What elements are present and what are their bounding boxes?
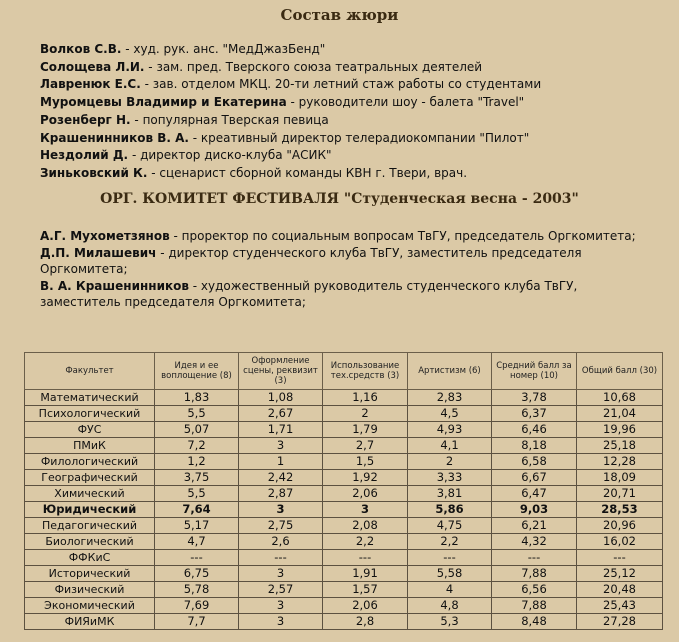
org-member bbox=[40, 245, 660, 278]
faculty-cell: Юридический bbox=[25, 502, 155, 518]
score-cell: 1,83 bbox=[155, 390, 239, 406]
jury-member bbox=[40, 165, 670, 183]
score-cell: 7,7 bbox=[155, 614, 239, 630]
jury-list bbox=[40, 41, 670, 183]
score-cell: 1,57 bbox=[323, 582, 408, 598]
jury-member bbox=[40, 130, 670, 148]
score-cell: 7,64 bbox=[155, 502, 239, 518]
jury-member-desc: - руководители шоу - балета "Travel" bbox=[286, 95, 525, 110]
jury-member-desc: - популярная Тверская певица bbox=[130, 112, 329, 127]
score-cell: 2,57 bbox=[239, 582, 323, 598]
score-cell: --- bbox=[408, 550, 492, 566]
score-cell: 3 bbox=[239, 566, 323, 582]
score-cell: 2 bbox=[408, 454, 492, 470]
score-cell: 1,08 bbox=[239, 390, 323, 406]
table-row bbox=[25, 422, 663, 438]
faculty-cell: Исторический bbox=[25, 566, 155, 582]
score-cell: --- bbox=[239, 550, 323, 566]
faculty-cell: Экономический bbox=[25, 598, 155, 614]
score-cell: 6,58 bbox=[492, 454, 577, 470]
org-member bbox=[40, 228, 660, 245]
table-row bbox=[25, 614, 663, 630]
org-member-desc: - проректор по социальным вопросам ТвГУ, председатель Оргкомитета; bbox=[169, 229, 636, 243]
jury-member-desc: - сценарист сборной команды КВН г. Твери, врач. bbox=[147, 165, 468, 180]
score-cell: 5,3 bbox=[408, 614, 492, 630]
score-cell: 18,09 bbox=[577, 470, 663, 486]
score-cell: 3 bbox=[239, 598, 323, 614]
faculty-cell: ПМиК bbox=[25, 438, 155, 454]
score-cell: 5,17 bbox=[155, 518, 239, 534]
score-cell: 2,2 bbox=[323, 534, 408, 550]
score-cell: 6,75 bbox=[155, 566, 239, 582]
score-cell: 8,18 bbox=[492, 438, 577, 454]
score-cell: 20,96 bbox=[577, 518, 663, 534]
score-cell: 4,5 bbox=[408, 406, 492, 422]
score-cell: 5,86 bbox=[408, 502, 492, 518]
org-member-name: А.Г. Мухометзянов bbox=[40, 229, 170, 243]
jury-member-name: Крашенинников В. А. bbox=[40, 130, 189, 145]
score-cell: 20,71 bbox=[577, 486, 663, 502]
column-header: Факультет bbox=[25, 353, 155, 390]
table-row bbox=[25, 454, 663, 470]
jury-member-name: Муромцевы Владимир и Екатерина bbox=[40, 95, 287, 110]
faculty-cell: Математический bbox=[25, 390, 155, 406]
score-cell: 7,88 bbox=[492, 598, 577, 614]
faculty-cell: Педагогический bbox=[25, 518, 155, 534]
score-cell: 2,87 bbox=[239, 486, 323, 502]
score-cell: 6,21 bbox=[492, 518, 577, 534]
jury-member bbox=[40, 147, 670, 165]
score-cell: 5,07 bbox=[155, 422, 239, 438]
faculty-cell: ФИЯиМК bbox=[25, 614, 155, 630]
score-cell: 3 bbox=[239, 438, 323, 454]
score-cell: --- bbox=[155, 550, 239, 566]
score-cell: 3,78 bbox=[492, 390, 577, 406]
score-cell: 1,92 bbox=[323, 470, 408, 486]
jury-member-desc: - зав. отделом МКЦ. 20-ти летний стаж работы со студентами bbox=[140, 77, 542, 92]
score-cell: 6,67 bbox=[492, 470, 577, 486]
table-row bbox=[25, 534, 663, 550]
score-cell: 2,8 bbox=[323, 614, 408, 630]
score-cell: --- bbox=[577, 550, 663, 566]
org-member-desc: - директор студенческого клуба ТвГУ, заместитель председателя Оргкомитета; bbox=[40, 245, 582, 276]
jury-member-desc: - худ. рук. анс. "МедДжазБенд" bbox=[121, 42, 326, 56]
jury-member bbox=[40, 59, 670, 77]
jury-title: Состав жюри bbox=[280, 6, 399, 24]
jury-member-desc: - директор диско-клуба "АСИК" bbox=[128, 148, 332, 163]
score-cell: 2,2 bbox=[408, 534, 492, 550]
score-cell: 9,03 bbox=[492, 502, 577, 518]
faculty-cell: Биологический bbox=[25, 534, 155, 550]
jury-member bbox=[40, 76, 670, 94]
score-cell: 2,75 bbox=[239, 518, 323, 534]
score-cell: 2,6 bbox=[239, 534, 323, 550]
org-member-desc: - художественный руководитель студенческого клуба ТвГУ, заместитель председателя Оргкомитета; bbox=[40, 278, 578, 309]
column-header: Оформление сцены, реквизит (3) bbox=[239, 353, 323, 390]
faculty-cell: Химический bbox=[25, 486, 155, 502]
score-cell: 7,88 bbox=[492, 566, 577, 582]
score-cell: 4,1 bbox=[408, 438, 492, 454]
column-header: Использование тех.средств (3) bbox=[323, 353, 408, 390]
table-row bbox=[25, 518, 663, 534]
score-cell: 6,37 bbox=[492, 406, 577, 422]
column-header: Общий балл (30) bbox=[577, 353, 663, 390]
score-cell: 1,91 bbox=[323, 566, 408, 582]
org-committee-list bbox=[40, 228, 660, 311]
score-cell: 25,18 bbox=[577, 438, 663, 454]
score-cell: 19,96 bbox=[577, 422, 663, 438]
table-row bbox=[25, 438, 663, 454]
score-cell: 4,32 bbox=[492, 534, 577, 550]
score-cell: 21,04 bbox=[577, 406, 663, 422]
org-member bbox=[40, 278, 660, 311]
score-cell: 2,7 bbox=[323, 438, 408, 454]
score-cell: 6,47 bbox=[492, 486, 577, 502]
score-cell: 3 bbox=[323, 502, 408, 518]
score-cell: 2,06 bbox=[323, 598, 408, 614]
score-cell: 4,93 bbox=[408, 422, 492, 438]
jury-member-desc: - зам. пред. Тверского союза театральных деятелей bbox=[144, 59, 483, 74]
column-header: Средний балл за номер (10) bbox=[492, 353, 577, 390]
column-header: Идея и ее воплощение (8) bbox=[155, 353, 239, 390]
score-cell: 4,75 bbox=[408, 518, 492, 534]
table-row bbox=[25, 550, 663, 566]
jury-member-name: Розенберг Н. bbox=[40, 112, 131, 127]
score-cell: 1 bbox=[239, 454, 323, 470]
score-cell: 27,28 bbox=[577, 614, 663, 630]
org-member-name: В. А. Крашенинников bbox=[40, 278, 189, 293]
score-cell: 12,28 bbox=[577, 454, 663, 470]
score-cell: 2,42 bbox=[239, 470, 323, 486]
jury-member-name: Солощева Л.И. bbox=[40, 59, 145, 74]
jury-member bbox=[40, 94, 670, 112]
faculty-cell: Психологический bbox=[25, 406, 155, 422]
score-cell: 25,12 bbox=[577, 566, 663, 582]
score-cell: 16,02 bbox=[577, 534, 663, 550]
score-cell: 6,46 bbox=[492, 422, 577, 438]
score-cell: 3,81 bbox=[408, 486, 492, 502]
table-row bbox=[25, 502, 663, 518]
table-row bbox=[25, 566, 663, 582]
score-cell: 2 bbox=[323, 406, 408, 422]
faculty-cell: Филологический bbox=[25, 454, 155, 470]
faculty-cell: Физический bbox=[25, 582, 155, 598]
score-cell: 2,06 bbox=[323, 486, 408, 502]
jury-member-name: Волков С.В. bbox=[40, 42, 122, 56]
score-cell: 20,48 bbox=[577, 582, 663, 598]
score-cell: 28,53 bbox=[577, 502, 663, 518]
jury-member bbox=[40, 41, 670, 59]
score-cell: 3 bbox=[239, 614, 323, 630]
score-cell: 4,7 bbox=[155, 534, 239, 550]
org-member-name: Д.П. Милашевич bbox=[40, 245, 157, 260]
score-cell: 3,75 bbox=[155, 470, 239, 486]
table-row bbox=[25, 470, 663, 486]
jury-member-name: Нездолий Д. bbox=[40, 148, 129, 163]
score-cell: 10,68 bbox=[577, 390, 663, 406]
score-cell: 1,71 bbox=[239, 422, 323, 438]
score-cell: 3,33 bbox=[408, 470, 492, 486]
score-cell: 2,08 bbox=[323, 518, 408, 534]
table-row bbox=[25, 486, 663, 502]
score-cell: 25,43 bbox=[577, 598, 663, 614]
table-row bbox=[25, 582, 663, 598]
score-cell: 2,83 bbox=[408, 390, 492, 406]
score-cell: 6,56 bbox=[492, 582, 577, 598]
score-cell: 5,78 bbox=[155, 582, 239, 598]
score-cell: 3 bbox=[239, 502, 323, 518]
score-cell: 1,16 bbox=[323, 390, 408, 406]
score-cell: 7,2 bbox=[155, 438, 239, 454]
score-cell: 5,5 bbox=[155, 486, 239, 502]
table-row bbox=[25, 390, 663, 406]
jury-member-name: Зиньковский К. bbox=[40, 165, 148, 180]
org-committee-title: ОРГ. КОМИТЕТ ФЕСТИВАЛЯ "Студенческая весна - 2003" bbox=[100, 191, 579, 207]
score-cell: 2,67 bbox=[239, 406, 323, 422]
score-cell: 7,69 bbox=[155, 598, 239, 614]
score-cell: 1,79 bbox=[323, 422, 408, 438]
faculty-cell: Географический bbox=[25, 470, 155, 486]
score-cell: 5,5 bbox=[155, 406, 239, 422]
jury-member-name: Лавренюк Е.С. bbox=[40, 77, 141, 92]
results-table bbox=[24, 352, 663, 630]
faculty-cell: ФФКиС bbox=[25, 550, 155, 566]
faculty-cell: ФУС bbox=[25, 422, 155, 438]
column-header: Артистизм (6) bbox=[408, 353, 492, 390]
score-cell: 5,58 bbox=[408, 566, 492, 582]
score-cell: 1,2 bbox=[155, 454, 239, 470]
score-cell: --- bbox=[492, 550, 577, 566]
jury-member bbox=[40, 112, 670, 130]
score-cell: 8,48 bbox=[492, 614, 577, 630]
score-cell: 4 bbox=[408, 582, 492, 598]
score-cell: --- bbox=[323, 550, 408, 566]
score-cell: 1,5 bbox=[323, 454, 408, 470]
jury-member-desc: - креативный директор телерадиокомпании "Пилот" bbox=[188, 130, 530, 145]
table-row bbox=[25, 598, 663, 614]
table-header-row bbox=[25, 353, 663, 390]
score-cell: 4,8 bbox=[408, 598, 492, 614]
table-row bbox=[25, 406, 663, 422]
